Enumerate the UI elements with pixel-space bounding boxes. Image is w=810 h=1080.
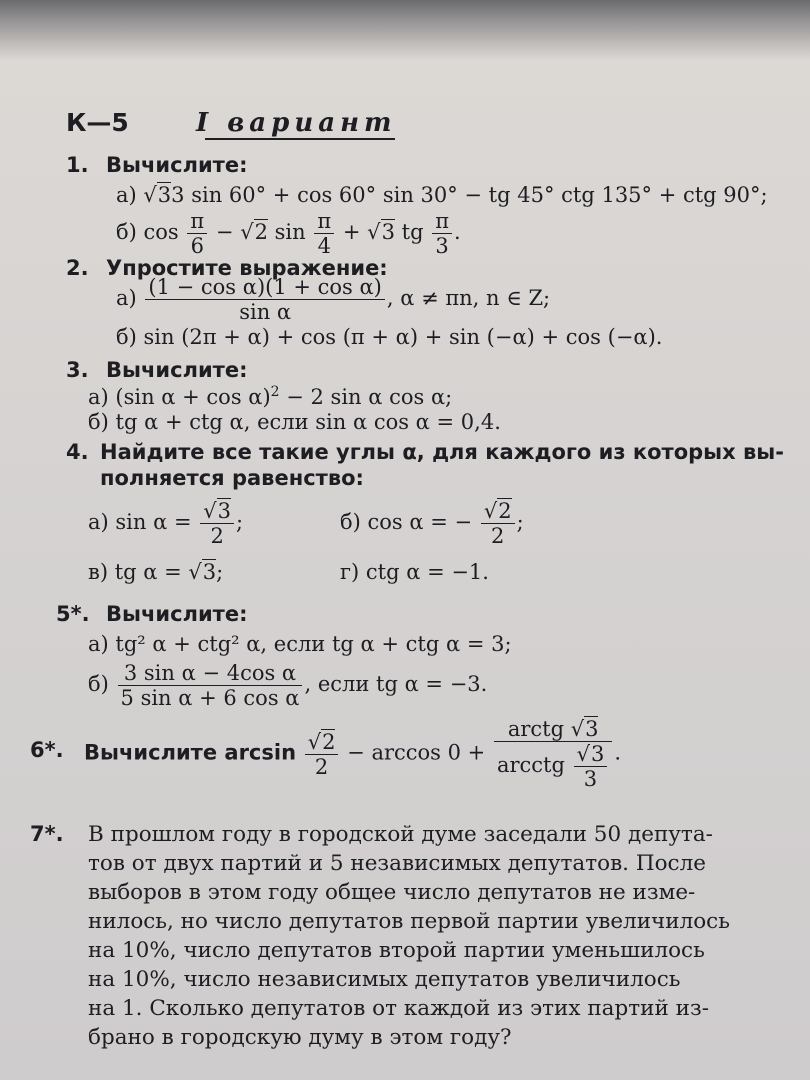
problem-4c — [88, 560, 223, 584]
tg-text: tg — [401, 220, 424, 244]
numerator: 3 sin α − 4cos α — [118, 662, 303, 686]
denominator: 5 sin α + 6 cos α — [120, 686, 300, 710]
problem-7-line-5: на 10%, число депутатов второй партии уменьшилось — [88, 938, 705, 963]
denominator: 2 — [210, 524, 224, 548]
problem-4d-expression: ctg α = −1. — [365, 560, 489, 584]
problem-6 — [84, 718, 621, 790]
problem-4a-label: а) — [88, 510, 109, 534]
problem-4b-lhs: cos α = − — [367, 510, 473, 534]
numerator: (1 − cos α)(1 + cos α) — [145, 276, 384, 300]
problem-1b-label: б) — [116, 220, 137, 244]
problem-3a-label: а) — [88, 385, 109, 409]
problem-2b — [116, 325, 662, 349]
exponent: 2 — [270, 384, 280, 400]
fraction-sqrt2-2 — [305, 731, 339, 778]
problem-6-lead: Вычислите arcsin — [84, 740, 297, 765]
denominator: 4 — [317, 234, 331, 258]
variant-title: I вариант — [196, 108, 397, 138]
radicand: 3 — [591, 742, 605, 766]
sqrt-symbol: √2 — [483, 499, 512, 523]
semicolon: ; — [516, 510, 524, 534]
problem-5-title: Вычислите: — [106, 602, 248, 626]
problem-5a-expression: tg² α + ctg² α, если tg α + ctg α = 3; — [115, 632, 512, 656]
radicand: 2 — [254, 220, 268, 244]
sqrt-3: √3 — [367, 220, 395, 244]
problem-5b-label: б) — [88, 672, 109, 696]
problem-4b — [340, 500, 524, 547]
problem-1a-expression: 3 sin 60° + cos 60° sin 30° − tg 45° ctg 135° + ctg 90°; — [171, 183, 768, 207]
sqrt-symbol: √3 — [203, 499, 232, 523]
title-underline — [205, 138, 395, 140]
denominator: sin α — [239, 300, 292, 324]
radicand: 2 — [322, 729, 336, 754]
problem-3a-expression: (sin α + cos α) — [115, 385, 271, 409]
problem-5b-condition: , если tg α = −3. — [304, 672, 488, 696]
numerator — [574, 743, 608, 767]
problem-1a — [116, 183, 768, 207]
sqrt-symbol: √3 — [576, 742, 605, 766]
sin-text: sin — [274, 220, 306, 244]
numerator: π — [314, 210, 334, 234]
minus-sign: − — [215, 220, 234, 244]
problem-4c-lhs: tg α = — [114, 560, 182, 584]
problem-1b — [116, 210, 461, 257]
denominator: 2 — [491, 524, 505, 548]
numerator — [481, 500, 515, 524]
problem-1-title: Вычислите: — [106, 153, 248, 177]
problem-1a-label: а) — [116, 183, 137, 207]
problem-3b-label: б) — [88, 410, 109, 434]
radicand: 3 — [381, 220, 395, 244]
problem-4a — [88, 500, 243, 547]
numerator — [200, 500, 234, 524]
sqrt-symbol: √2 — [307, 729, 336, 754]
problem-3a-expression-rest: − 2 sin α cos α; — [279, 385, 453, 409]
radicand: 3 — [585, 717, 599, 741]
problem-4-title-line1: Найдите все такие углы α, для каждого из которых вы- — [100, 440, 785, 464]
problem-7-number: 7*. — [30, 822, 64, 846]
period: . — [454, 220, 461, 244]
radicand: 3 — [202, 560, 217, 584]
fraction-sqrt2-2 — [481, 500, 515, 547]
sqrt-symbol: √3 — [188, 560, 217, 584]
problem-1-number: 1. — [66, 153, 89, 177]
problem-4d-label: г) — [340, 560, 360, 584]
problem-6-number: 6*. — [30, 738, 64, 762]
arcctg-text: arcctg — [496, 753, 565, 777]
denominator: 3 — [583, 767, 598, 791]
numerator: π — [187, 210, 207, 234]
problem-4a-lhs: sin α = — [115, 510, 192, 534]
numerator — [305, 731, 339, 755]
problem-3a — [88, 384, 452, 409]
problem-4-number: 4. — [66, 440, 89, 464]
fraction-5b — [118, 662, 303, 709]
radicand: 3 — [157, 183, 172, 207]
denominator: 2 — [314, 754, 329, 779]
problem-3b — [88, 410, 501, 434]
problem-2b-expression: sin (2π + α) + cos (π + α) + sin (−α) + cos (−α). — [143, 325, 663, 349]
problem-5-number: 5*. — [56, 602, 90, 626]
problem-7-line-1: В прошлом году в городской думе заседали 50 депута- — [88, 822, 713, 847]
fraction-pi-3 — [432, 210, 452, 257]
sqrt-2: √2 — [240, 220, 268, 244]
denominator — [494, 742, 612, 790]
denominator: 3 — [435, 234, 449, 258]
problem-4d — [340, 560, 489, 584]
numerator: π — [432, 210, 452, 234]
problem-3-number: 3. — [66, 358, 89, 382]
problem-7-line-7: на 1. Сколько депутатов от каждой из этих партий из- — [88, 996, 709, 1021]
problem-2a — [116, 276, 550, 323]
cos-text: cos — [143, 220, 179, 244]
fraction-pi-6 — [187, 210, 207, 257]
semicolon: ; — [216, 560, 224, 584]
arctg-text: arctg — [507, 717, 565, 741]
problem-6-middle: − arccos 0 + — [347, 740, 486, 765]
radicand: 3 — [217, 499, 232, 523]
problem-7-line-4: нилось, но число депутатов первой партии увеличилось — [88, 909, 730, 934]
plus-sign: + — [342, 220, 361, 244]
problem-5a — [88, 632, 512, 656]
fraction-sqrt3-3 — [574, 743, 608, 790]
denominator: 6 — [190, 234, 204, 258]
problem-4c-label: в) — [88, 560, 109, 584]
problem-5b — [88, 662, 487, 709]
problem-7-line-8: брано в городскую думу в этом году? — [88, 1025, 512, 1050]
problem-4-title-line2: полняется равенство: — [100, 466, 364, 490]
problem-2-title: Упростите выражение: — [106, 256, 388, 280]
problem-5a-label: а) — [88, 632, 109, 656]
fraction-pi-4 — [314, 210, 334, 257]
problem-2b-label: б) — [116, 325, 137, 349]
problem-7-line-3: выборов в этом году общее число депутатов не изме- — [88, 880, 696, 905]
period: . — [614, 740, 622, 765]
problem-2a-condition: , α ≠ πn, n ∈ Z; — [386, 286, 551, 310]
problem-2a-label: а) — [116, 286, 137, 310]
fraction-2a — [145, 276, 384, 323]
sqrt-symbol: √3 — [143, 183, 172, 207]
problem-4b-label: б) — [340, 510, 361, 534]
problem-7-line-2: тов от двух партий и 5 независимых депутатов. После — [88, 851, 706, 876]
page-top-shadow — [0, 0, 810, 60]
sqrt-symbol: √3 — [570, 717, 599, 741]
numerator — [494, 718, 612, 742]
fraction-arctg-arcctg — [494, 718, 612, 790]
problem-3-title: Вычислите: — [106, 358, 248, 382]
worksheet-code: К—5 — [66, 108, 129, 137]
radicand: 2 — [498, 499, 512, 523]
problem-3b-expression: tg α + ctg α, если sin α cos α = 0,4. — [115, 410, 501, 434]
problem-7-line-6: на 10%, число независимых депутатов увеличилось — [88, 967, 681, 992]
semicolon: ; — [236, 510, 244, 534]
problem-2-number: 2. — [66, 256, 89, 280]
fraction-sqrt3-2 — [200, 500, 234, 547]
